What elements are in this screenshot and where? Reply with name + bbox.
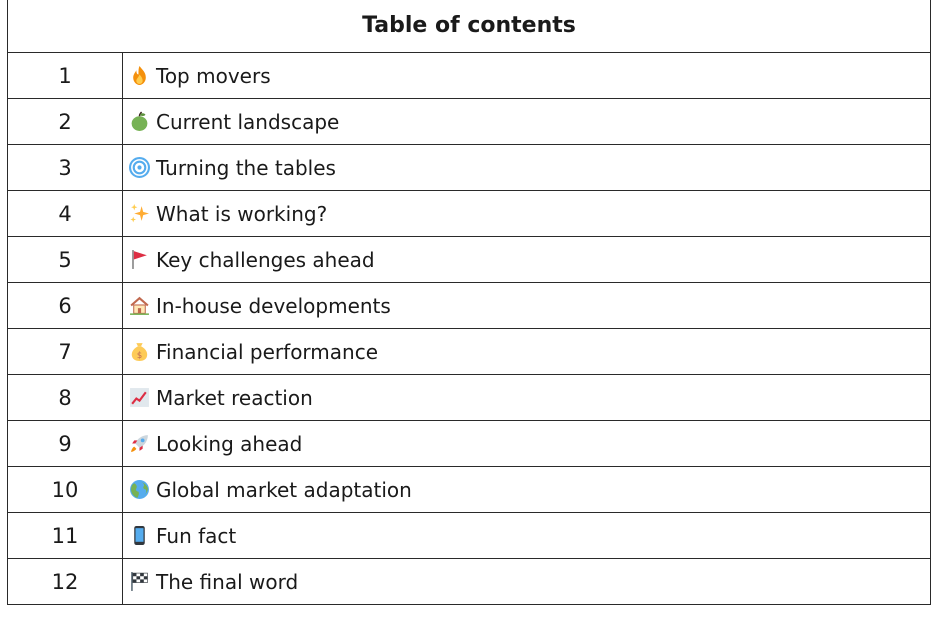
- row-number: 2: [8, 99, 123, 145]
- row-title: Market reaction: [156, 385, 313, 410]
- row-number: 6: [8, 283, 123, 329]
- row-number: 3: [8, 145, 123, 191]
- toc-header-row: [8, 0, 931, 53]
- row-number: 9: [8, 421, 123, 467]
- toc-title: Table of contents: [8, 0, 931, 53]
- row-number: 11: [8, 513, 123, 559]
- table-row: [8, 99, 931, 145]
- row-title: Key challenges ahead: [156, 247, 375, 272]
- sparkles-icon: [129, 203, 150, 224]
- rocket-icon: [129, 433, 150, 454]
- row-title: Looking ahead: [156, 431, 303, 456]
- row-number: 8: [8, 375, 123, 421]
- row-title: What is working?: [156, 201, 328, 226]
- row-title: In-house developments: [156, 293, 391, 318]
- table-row: [8, 375, 931, 421]
- row-number: 7: [8, 329, 123, 375]
- table-row: [8, 53, 931, 99]
- row-title: Fun fact: [156, 523, 237, 548]
- money-bag-icon: [129, 341, 150, 362]
- cyclone-icon: [129, 157, 150, 178]
- phone-icon: [129, 525, 150, 546]
- table-row: [8, 513, 931, 559]
- table-row: [8, 421, 931, 467]
- chart-up-icon: [129, 387, 150, 408]
- row-title: Turning the tables: [156, 155, 336, 180]
- row-title: The final word: [156, 569, 299, 594]
- table-row: [8, 559, 931, 605]
- house-icon: [129, 295, 150, 316]
- flag-icon: [129, 249, 150, 270]
- table-row: [8, 191, 931, 237]
- svg-text:$: $: [136, 349, 143, 360]
- row-number: 12: [8, 559, 123, 605]
- row-title: Current landscape: [156, 109, 340, 134]
- apple-icon: [129, 111, 150, 132]
- table-row: [8, 237, 931, 283]
- row-title: Top movers: [156, 63, 271, 88]
- checkered-flag-icon: [129, 571, 150, 592]
- table-row: [8, 329, 931, 375]
- table-row: [8, 283, 931, 329]
- row-title: Financial performance: [156, 339, 379, 364]
- table-row: [8, 467, 931, 513]
- row-number: 1: [8, 53, 123, 99]
- globe-icon: [129, 479, 150, 500]
- row-number: 5: [8, 237, 123, 283]
- fire-icon: [129, 65, 150, 86]
- table-row: [8, 145, 931, 191]
- toc-table: [7, 0, 931, 605]
- row-title: Global market adaptation: [156, 477, 412, 502]
- row-number: 10: [8, 467, 123, 513]
- row-number: 4: [8, 191, 123, 237]
